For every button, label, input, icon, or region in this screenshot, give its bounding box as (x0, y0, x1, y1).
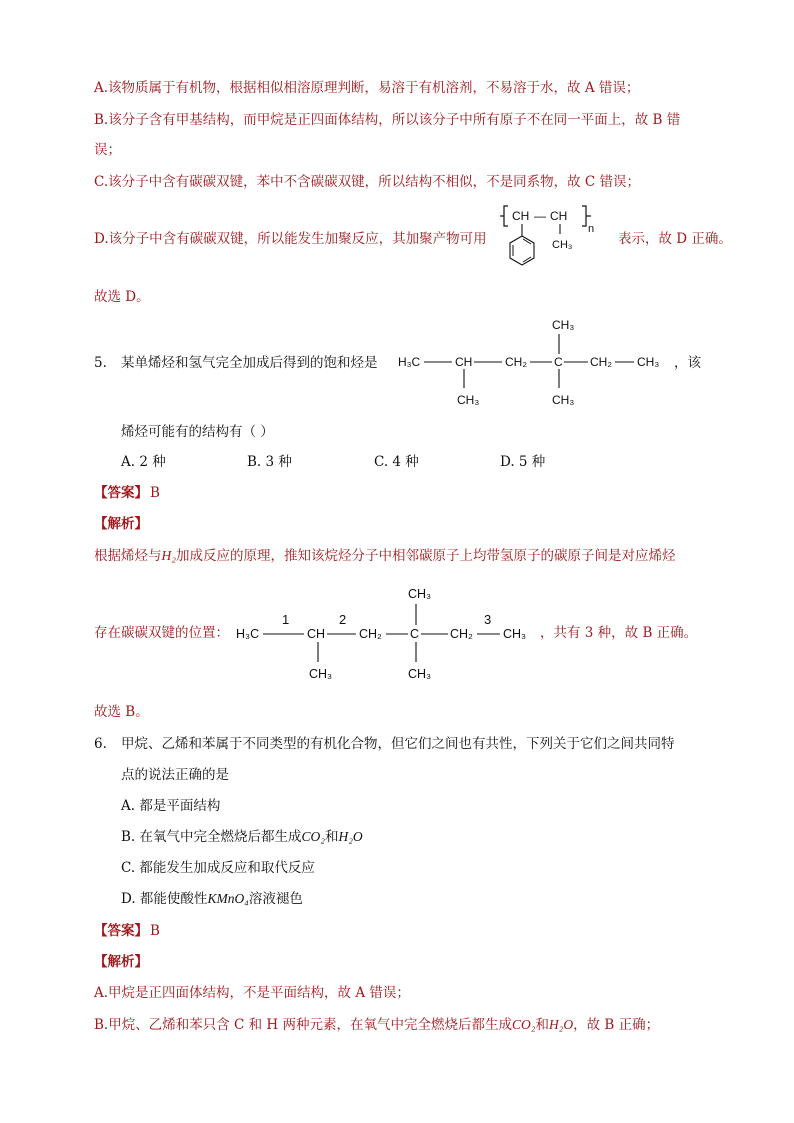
q5-option-c: C. 4 种 (374, 454, 419, 470)
analysis-option-b-line2: 误； (94, 142, 121, 158)
q5-molecule-structure (394, 314, 674, 410)
q6-option-b-co2: CO₂ (301, 829, 325, 844)
mol-ch3-bottom-ch: CH₃ (457, 393, 480, 407)
mol2-ch2b: CH₂ (450, 627, 473, 641)
q6-option-d-post: 溶液褪色 (248, 891, 303, 907)
analysis-option-d-pre: D.该分子中含有碳碳双键，所以能发生加聚反应，其加聚产物可用 (94, 231, 487, 247)
q6-number: 6. (94, 736, 107, 752)
q6-option-d-pre: D. 都能使酸性 (121, 891, 208, 907)
q6-option-d-kmno4: KMnO₄ (207, 891, 249, 906)
polymer-ch-left: CH (512, 209, 530, 223)
q6-stem-line1: 甲烷、乙烯和苯属于不同类型的有机化合物，但它们之间也有共性，下列关于它们之间共同特 (121, 736, 675, 752)
q5-stem-pre: 某单烯烃和氢气完全加成后得到的饱和烃是 (121, 355, 378, 371)
mol-ch3-end: CH₃ (637, 355, 660, 369)
q5-option-a: A. 2 种 (121, 454, 166, 470)
mol2-ch3-bottom-c: CH₃ (408, 667, 432, 681)
mol2-ch2a: CH₂ (359, 627, 382, 641)
analysis-option-a: A.该物质属于有机物，根据相似相溶原理判断，易溶于有机溶剂，不易溶于水，故 A 错误； (94, 80, 640, 96)
q6-option-d (121, 889, 303, 909)
q6-analysis-b-and: 和 (535, 1017, 549, 1033)
mol-ch2b: CH₂ (590, 355, 612, 369)
q6-option-a: A. 都是平面结构 (121, 798, 221, 814)
polymer-ch-right: CH (550, 209, 568, 223)
mol2-ch: CH (307, 627, 326, 641)
analysis-option-c: C.该分子中含有碳碳双键，苯中不含碳碳双键，所以结构不相似，不是同系物，故 C 错误； (94, 174, 641, 190)
polymer-dash: — (534, 209, 546, 223)
mol-ch2a: CH₂ (505, 355, 527, 369)
q5-analysis-line1-post: 加成反应的原理，推知该烷烃分子中相邻碳原子上均带氢原子的碳原子间是对应烯烃 (175, 548, 676, 564)
mol2-ch3-top: CH₃ (408, 587, 432, 601)
q5-analysis-line2-post: ，共有 3 种，故 B 正确。 (540, 625, 698, 641)
q6-analysis-b (94, 1015, 659, 1035)
analysis-option-d-post: 表示，故 D 正确。 (618, 231, 732, 247)
analysis-choose-d: 故选 D。 (94, 289, 150, 305)
mol2-label-2: 2 (339, 612, 347, 627)
q6-option-b (121, 827, 363, 847)
q5-number: 5. (94, 355, 107, 371)
q5-analysis-line1 (94, 546, 675, 566)
q6-analysis-b-h2o: H₂O (548, 1017, 574, 1032)
q6-analysis-tag: 【解析】 (94, 954, 148, 970)
q5-stem-post: ，该 (674, 355, 701, 371)
mol-h3c: H₃C (398, 355, 421, 369)
mol2-ch3-bottom-ch: CH₃ (309, 667, 333, 681)
mol-ch3-top: CH₃ (552, 318, 575, 332)
mol-c: C (554, 355, 563, 369)
q5-analysis-line2-pre: 存在碳碳双键的位置： (94, 625, 229, 641)
q6-option-b-h2o: H₂O (338, 829, 363, 844)
q5-analysis-line1-pre: 根据烯烃与 (94, 548, 162, 564)
mol2-label-3: 3 (484, 612, 492, 627)
q5-stem-line2: 烯烃可能有的结构有（ ） (121, 424, 274, 440)
q6-analysis-a: A.甲烷是正四面体结构，不是平面结构，故 A 错误； (94, 985, 410, 1001)
analysis-option-b-line1: B.该分子含有甲基结构，而甲烷是正四面体结构，所以该分子中所有原子不在同一平面上，故 B 错 (94, 112, 681, 128)
q5-option-d: D. 5 种 (500, 454, 546, 470)
q6-answer: B (150, 923, 160, 939)
mol-ch3-bottom-c: CH₃ (552, 393, 575, 407)
mol2-ch3-end: CH₃ (503, 627, 527, 641)
polymer-n: n (588, 223, 595, 235)
q6-option-b-pre: B. 在氧气中完全燃烧后都生成 (121, 829, 302, 845)
q6-analysis-b-co2: CO₂ (511, 1017, 536, 1032)
q6-option-b-and: 和 (324, 829, 339, 845)
q5-choose: 故选 B。 (94, 704, 149, 720)
q6-answer-tag: 【答案】 (94, 923, 148, 939)
q5-analysis-molecule (232, 582, 542, 686)
q5-option-b: B. 3 种 (247, 454, 292, 470)
q5-analysis-tag: 【解析】 (94, 516, 148, 532)
mol2-h3c: H₃C (236, 627, 260, 641)
mol-ch: CH (455, 355, 473, 369)
q5-answer-tag: 【答案】 (94, 485, 148, 501)
polymer-methyl: CH₃ (552, 239, 573, 251)
q6-analysis-b-post: ，故 B 正确； (573, 1017, 660, 1033)
q6-stem-line2: 点的说法正确的是 (121, 767, 229, 783)
mol2-label-1: 1 (282, 612, 290, 627)
q6-analysis-b-pre: B.甲烷、乙烯和苯只含 C 和 H 两种元素，在氧气中完全燃烧后都生成 (94, 1017, 512, 1033)
mol2-c: C (410, 627, 420, 641)
polymer-structure (498, 200, 618, 278)
q6-option-c: C. 都能发生加成反应和取代反应 (121, 860, 315, 876)
q5-answer: B (150, 485, 160, 501)
q5-analysis-h2: H₂ (161, 548, 176, 563)
